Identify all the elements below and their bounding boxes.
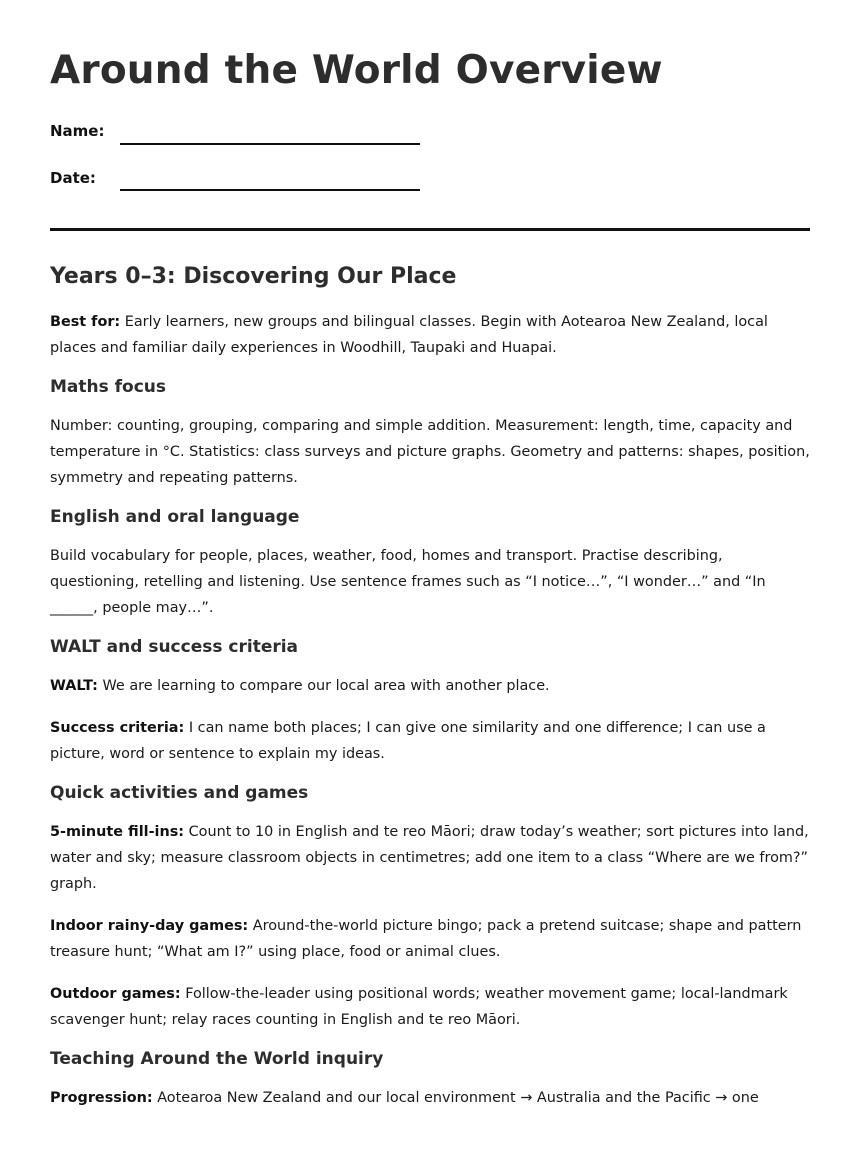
page-title: Around the World Overview (50, 48, 663, 93)
date-line (120, 189, 420, 191)
outdoor-paragraph (50, 981, 810, 1033)
walt-heading: WALT and success criteria (50, 637, 299, 657)
best-for-text: Early learners, new groups and bilingual classes. Begin with Aotearoa New Zealand, local places and familiar daily experiences in Woodhill, Taupaki and Huapai. (50, 314, 768, 356)
best-for-paragraph (50, 309, 810, 361)
inquiry-heading: Teaching Around the World inquiry (50, 1049, 384, 1069)
date-label: Date: (50, 169, 96, 187)
divider-rule (50, 228, 810, 231)
criteria-text: I can name both places; I can give one similarity and one difference; I can use a picture, word or sentence to explain my ideas. (50, 720, 766, 762)
fill-ins-text: Count to 10 in English and te reo Māori; draw today’s weather; sort pictures into land, water and sky; measure classroom objects in centimetres; add one item to a class “Where are we from?” graph. (50, 824, 809, 892)
maths-paragraph: Number: counting, grouping, comparing and simple addition. Measurement: length, time, capacity and temperature in °C. Statistics: class surveys and picture graphs. Geometry and patterns: shapes, position, symmetry and repeating patterns. (50, 418, 810, 486)
english-paragraph: Build vocabulary for people, places, weather, food, homes and transport. Practise describing, questioning, retelling and listening. Use sentence frames such as “I notice…”, “I wonder…” and “In ______, people may…”. (50, 548, 766, 616)
best-for-label: Best for: (50, 314, 121, 330)
walt-label: WALT: (50, 678, 98, 694)
english-heading: English and oral language (50, 507, 300, 527)
section-content (50, 264, 810, 1127)
maths-heading: Maths focus (50, 377, 167, 397)
fill-ins-paragraph (50, 819, 810, 897)
activities-heading: Quick activities and games (50, 783, 309, 803)
name-line (120, 143, 420, 145)
fill-ins-label: 5-minute fill-ins: (50, 824, 185, 840)
outdoor-text: Follow-the-leader using positional words; weather movement game; local-landmark scavenger hunt; relay races counting in English and te reo Māori. (50, 986, 788, 1028)
walt-text: We are learning to compare our local area with another place. (97, 678, 550, 694)
indoor-label: Indoor rainy-day games: (50, 918, 249, 934)
indoor-paragraph (50, 913, 810, 965)
criteria-paragraph (50, 715, 810, 767)
section-heading: Years 0–3: Discovering Our Place (50, 264, 457, 289)
progression-text: Aotearoa New Zealand and our local environment → Australia and the Pacific → one (152, 1090, 759, 1106)
walt-paragraph (50, 673, 810, 699)
outdoor-label: Outdoor games: (50, 986, 181, 1002)
indoor-text: Around-the-world picture bingo; pack a pretend suitcase; shape and pattern treasure hunt; “What am I?” using place, food or animal clues. (50, 918, 802, 960)
name-label: Name: (50, 122, 105, 140)
criteria-label: Success criteria: (50, 720, 185, 736)
progression-label: Progression: (50, 1090, 153, 1106)
progression-paragraph (50, 1085, 810, 1111)
